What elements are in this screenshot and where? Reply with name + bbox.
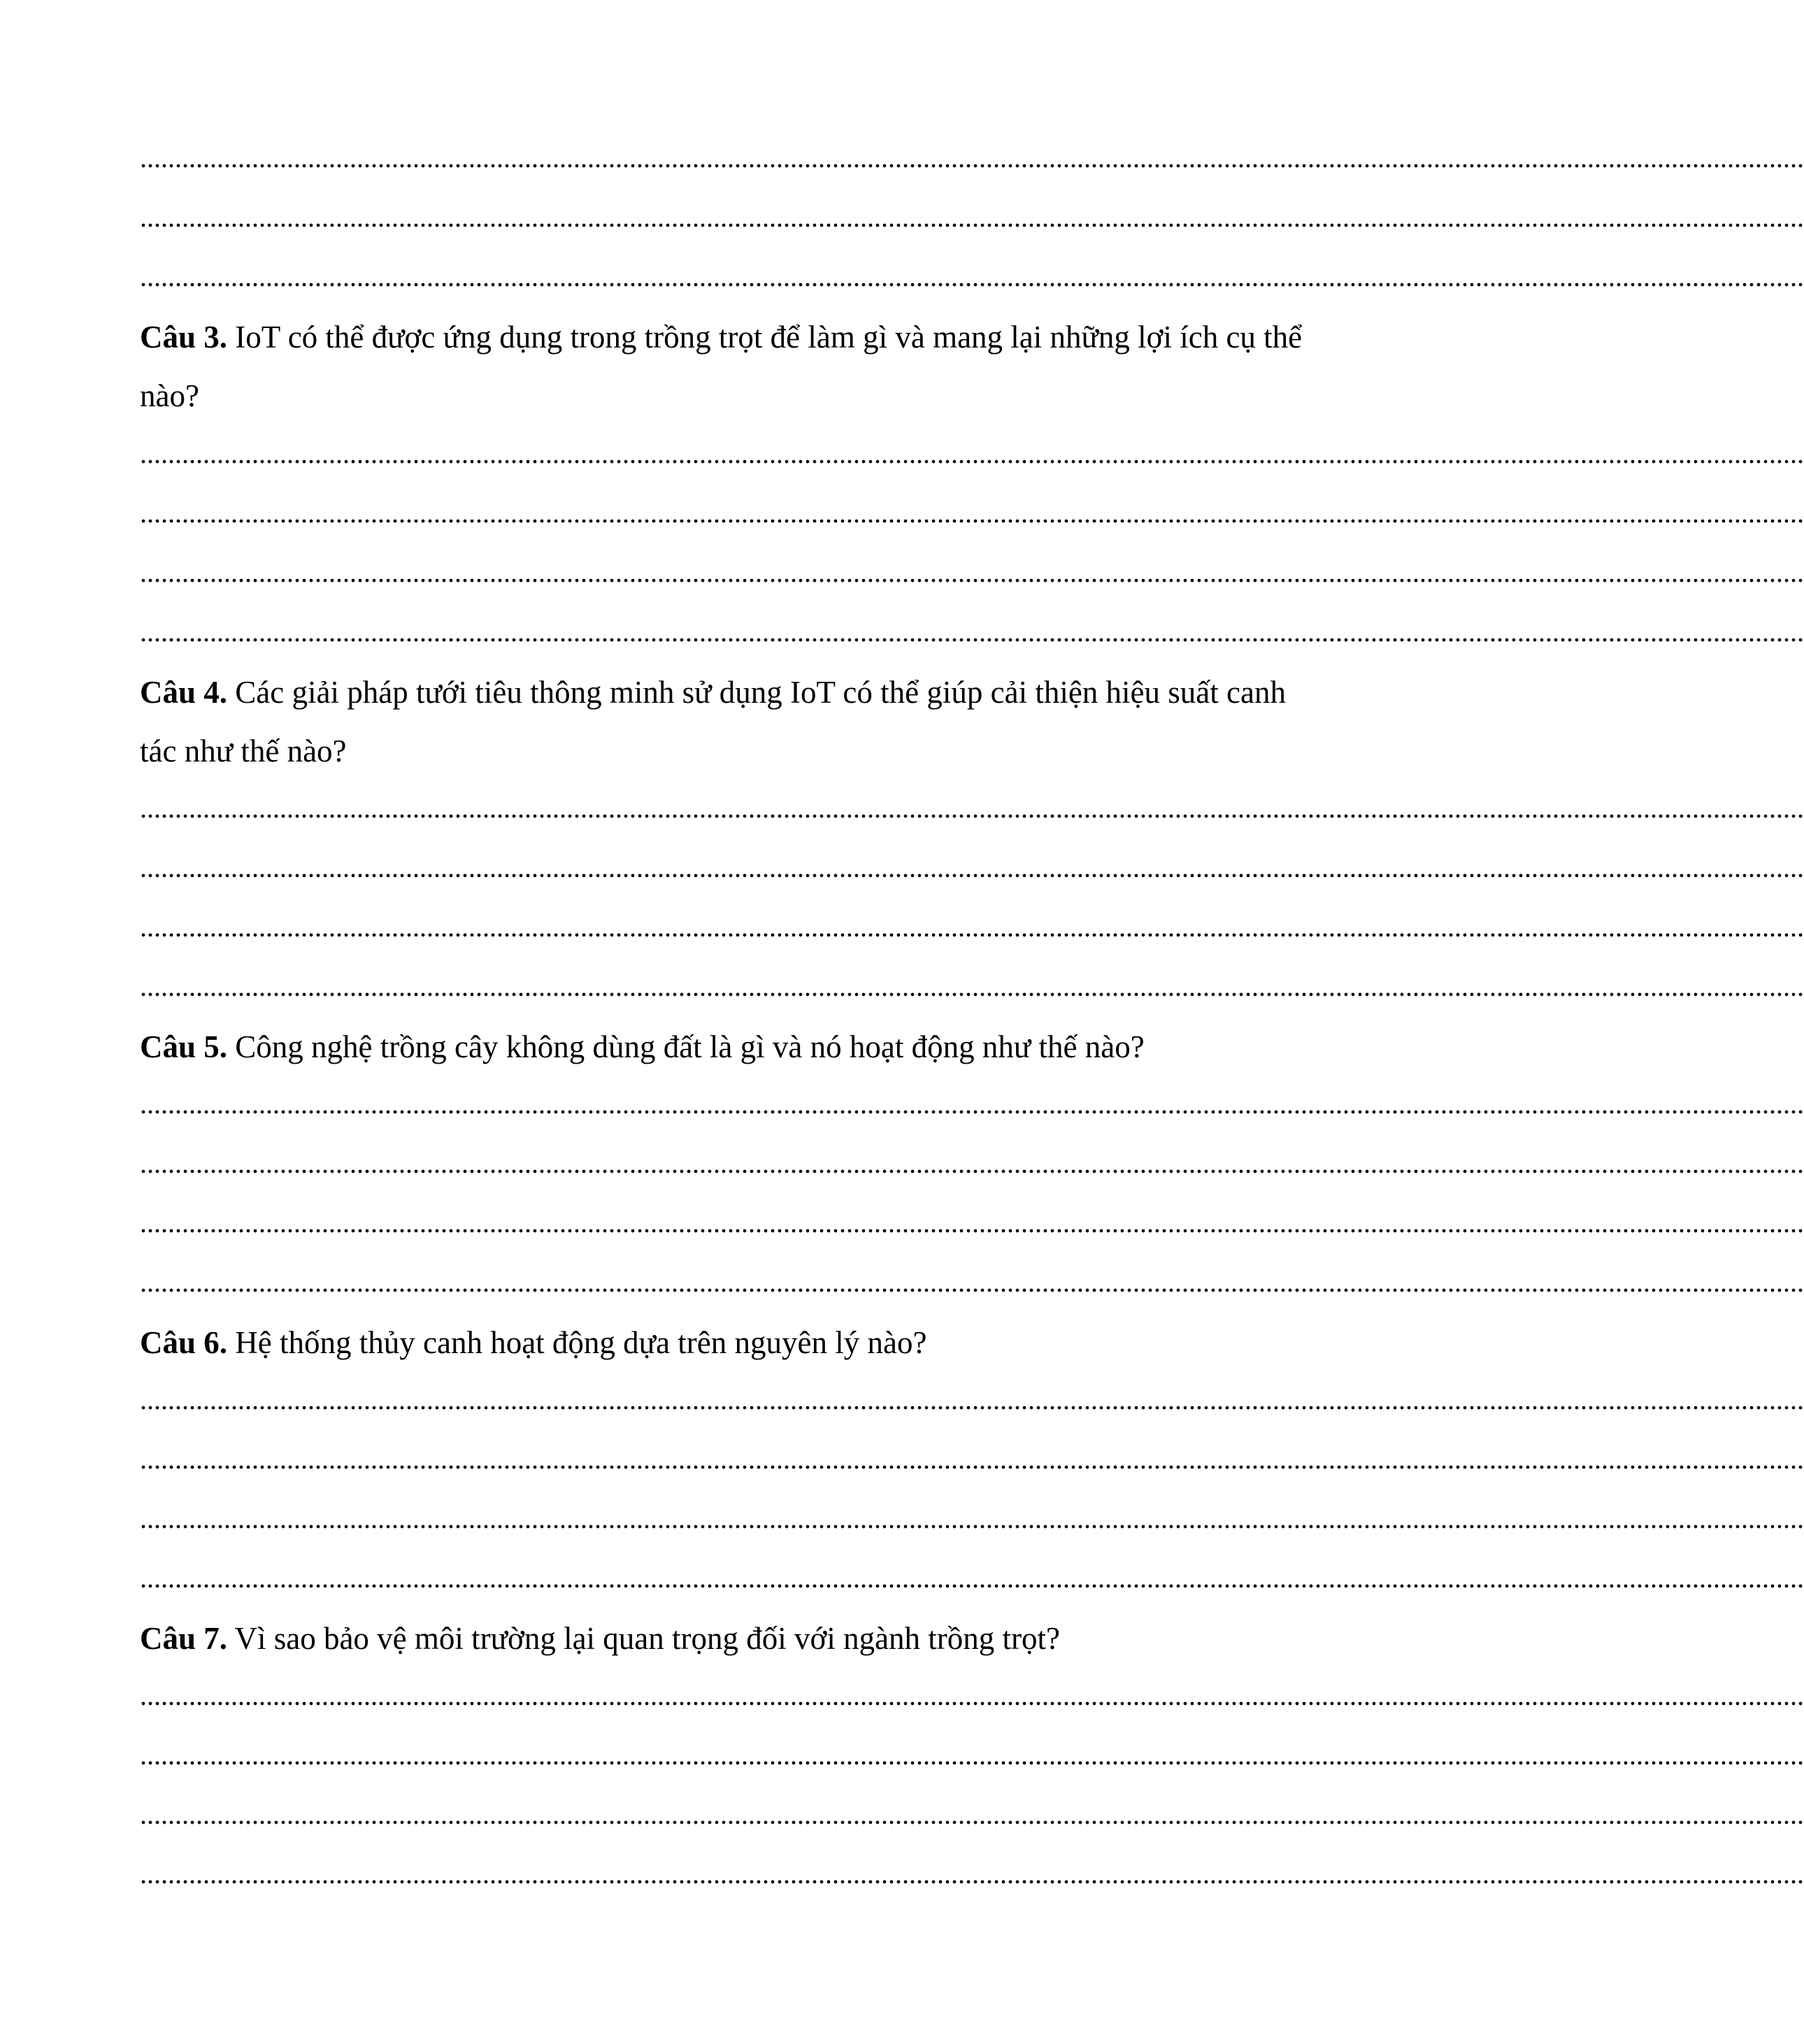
answer-line: .............................................................................................................................................................................................................................................. [140, 497, 1804, 529]
question-number: Câu 7. [140, 1621, 228, 1656]
answer-line: .............................................................................................................................................................................................................................................. [140, 557, 1804, 588]
answer-line: .............................................................................................................................................................................................................................................. [140, 792, 1804, 824]
answer-line: .............................................................................................................................................................................................................................................. [140, 1088, 1804, 1120]
question-4 [140, 663, 1329, 780]
answer-line: .............................................................................................................................................................................................................................................. [140, 852, 1804, 883]
answer-line: .............................................................................................................................................................................................................................................. [140, 261, 1804, 292]
answer-line: .............................................................................................................................................................................................................................................. [140, 438, 1804, 469]
question-number: Câu 4. [140, 675, 228, 710]
answer-line: .............................................................................................................................................................................................................................................. [140, 911, 1804, 943]
answer-line: .............................................................................................................................................................................................................................................. [140, 1503, 1804, 1534]
answer-line: .............................................................................................................................................................................................................................................. [140, 1443, 1804, 1475]
answer-line: .............................................................................................................................................................................................................................................. [140, 1858, 1804, 1889]
answer-line: .............................................................................................................................................................................................................................................. [140, 1384, 1804, 1415]
answer-line: .............................................................................................................................................................................................................................................. [140, 1739, 1804, 1771]
question-7 [140, 1609, 1329, 1668]
question-text: Hệ thống thủy canh hoạt động dựa trên nguyên lý nào? [227, 1325, 927, 1360]
question-text: Vì sao bảo vệ môi trường lại quan trọng đối với ngành trồng trọt? [227, 1621, 1060, 1656]
answer-line: .............................................................................................................................................................................................................................................. [140, 1562, 1804, 1594]
answer-line: .............................................................................................................................................................................................................................................. [140, 201, 1804, 233]
question-number: Câu 3. [140, 320, 228, 355]
answer-line: .............................................................................................................................................................................................................................................. [140, 616, 1804, 648]
question-6 [140, 1313, 1329, 1372]
question-5 [140, 1017, 1329, 1076]
answer-line: .............................................................................................................................................................................................................................................. [140, 1680, 1804, 1711]
answer-line: .............................................................................................................................................................................................................................................. [140, 1207, 1804, 1238]
question-text: IoT có thể được ứng dụng trong trồng trọt để làm gì và mang lại những lợi ích cụ thể nào? [140, 320, 1303, 413]
question-number: Câu 5. [140, 1029, 228, 1064]
answer-line: .............................................................................................................................................................................................................................................. [140, 142, 1804, 173]
question-number: Câu 6. [140, 1325, 228, 1360]
answer-line: .............................................................................................................................................................................................................................................. [140, 1148, 1804, 1179]
answer-line: .............................................................................................................................................................................................................................................. [140, 1799, 1804, 1830]
answer-line: .............................................................................................................................................................................................................................................. [140, 971, 1804, 1002]
answer-line: .............................................................................................................................................................................................................................................. [140, 1266, 1804, 1298]
question-text: Công nghệ trồng cây không dùng đất là gì và nó hoạt động như thế nào? [227, 1029, 1145, 1064]
question-text: Các giải pháp tưới tiêu thông minh sử dụng IoT có thể giúp cải thiện hiệu suất canh tác như thế nào? [140, 675, 1286, 769]
question-3 [140, 308, 1329, 425]
